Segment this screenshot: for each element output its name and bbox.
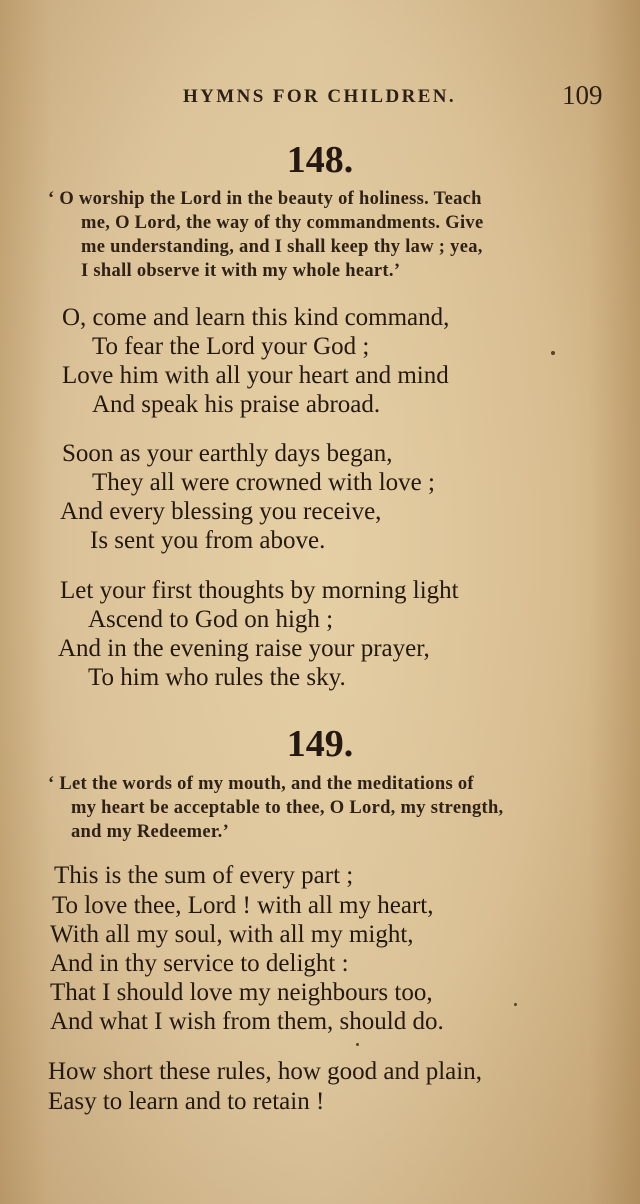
verse-line: To fear the Lord your God ; xyxy=(92,333,370,360)
epigraph-148 xyxy=(48,187,483,283)
verse-line: And in thy service to delight : xyxy=(50,950,349,977)
verse-line: To love thee, Lord ! with all my heart, xyxy=(52,892,434,919)
epigraph-line: me, O Lord, the way of thy commandments. Give xyxy=(81,213,484,233)
epigraph-line: me understanding, and I shall keep thy law ; yea, xyxy=(81,237,483,257)
epigraph-line: I shall observe it with my whole heart.’ xyxy=(81,261,401,281)
page-header xyxy=(0,80,640,114)
verse-line: And every blessing you receive, xyxy=(60,498,382,525)
hymn-number-148: 148. xyxy=(286,139,354,181)
verse-line: And what I wish from them, should do. xyxy=(50,1008,444,1035)
verse-line: Is sent you from above. xyxy=(90,527,326,554)
verse-line: O, come and learn this kind command, xyxy=(62,304,450,331)
verse-line: And in the evening raise your prayer, xyxy=(58,635,430,662)
verse-line: How short these rules, how good and plain, xyxy=(48,1058,482,1085)
epigraph-149 xyxy=(48,772,503,844)
verse-line: And speak his praise abroad. xyxy=(92,391,381,418)
verse-line: Ascend to God on high ; xyxy=(88,606,334,633)
verse-line: Easy to learn and to retain ! xyxy=(48,1088,325,1115)
hymn-number-149: 149. xyxy=(286,723,354,765)
epigraph-line: ‘ O worship the Lord in the beauty of holiness. Teach xyxy=(48,189,482,209)
verse-line: That I should love my neighbours too, xyxy=(50,979,433,1006)
verse-line: They all were crowned with love ; xyxy=(92,469,435,496)
epigraph-line: ‘ Let the words of my mouth, and the meditations of xyxy=(48,774,474,794)
verse-line: Love him with all your heart and mind xyxy=(62,362,449,389)
verse-line: With all my soul, with all my might, xyxy=(50,921,414,948)
verse-line: Soon as your earthly days began, xyxy=(62,440,393,467)
ink-speck xyxy=(514,1003,517,1006)
page-number: 109 xyxy=(562,80,603,110)
epigraph-line: my heart be acceptable to thee, O Lord, my strength, xyxy=(71,798,504,818)
ink-speck xyxy=(551,351,555,355)
ink-speck xyxy=(356,1043,359,1046)
epigraph-line: and my Redeemer.’ xyxy=(71,822,230,842)
verse-line: This is the sum of every part ; xyxy=(54,862,354,889)
running-head: HYMNS FOR CHILDREN. xyxy=(183,86,457,107)
verse-line: To him who rules the sky. xyxy=(88,664,346,691)
verse-line: Let your first thoughts by morning light xyxy=(60,577,459,604)
